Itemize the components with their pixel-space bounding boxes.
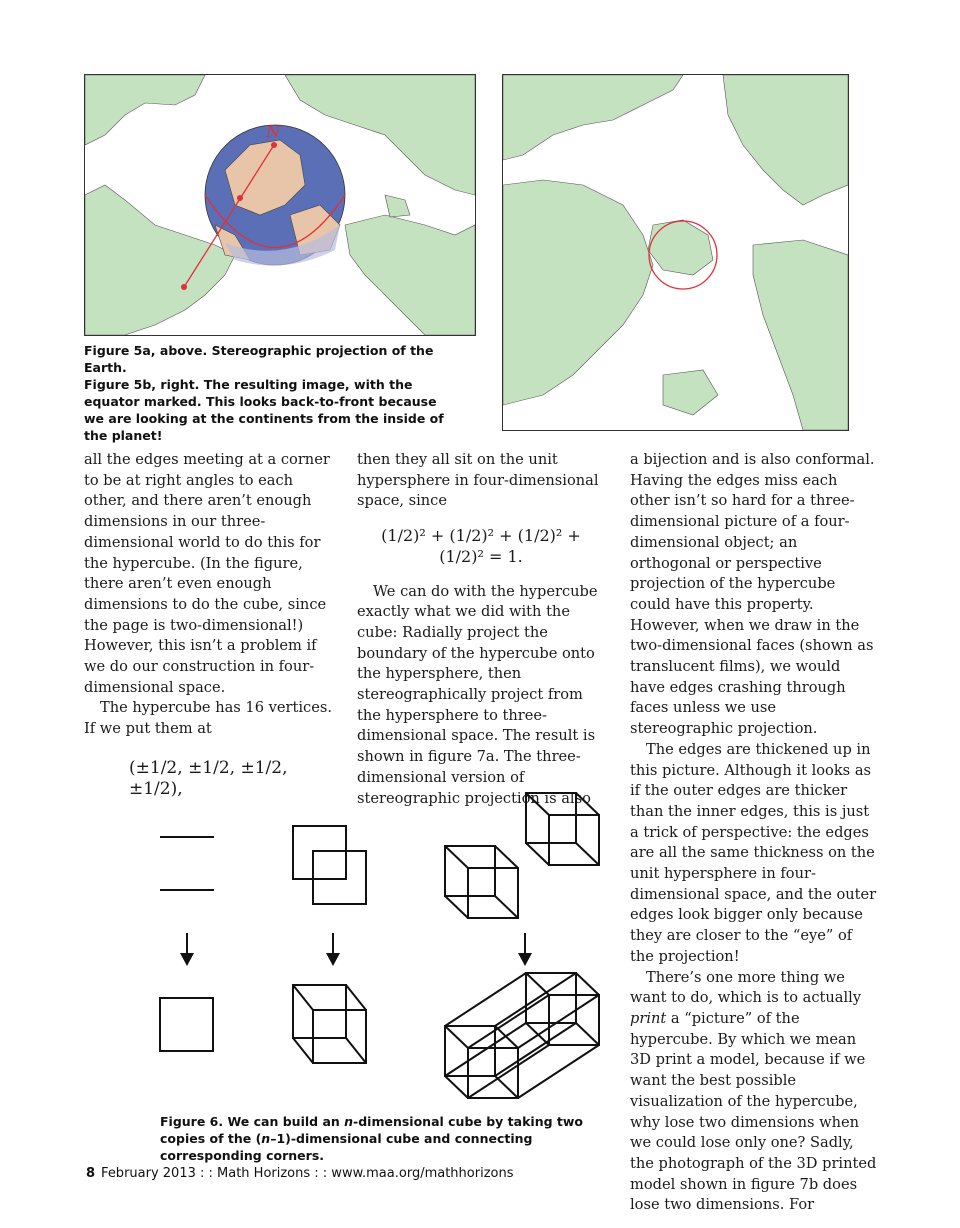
eq-term: (1/2)² [381,526,426,546]
vertex-term: ±1/2 [240,757,283,778]
figure-5a-caption: Figure 5a, above. Stereographic projection of the Earth. [84,343,434,375]
vertex-coordinates-equation: (±1/2, ±1/2, ±1/2, ±1/2), [129,757,288,799]
eq-term: (1/2)² [439,546,484,566]
text-column-2 [357,450,605,809]
paragraph-text: There’s one more thing we want to do, which is to actually [630,968,862,1007]
caption-variable: n [344,1114,354,1129]
figure-5b-caption: Figure 5b, right. The resulting image, with the equator marked. This looks back-to-front because we are looking at the continents from the inside of the planet! [84,377,444,443]
vertex-term: ±1/2 [188,757,230,778]
caption-variable: n [261,1131,271,1146]
eq-plus: + [499,526,513,546]
text-column-1 [84,450,332,799]
emphasis-text: print [630,1009,667,1027]
paragraph: The hypercube has 16 vertices. If we put them at [84,699,332,738]
figure-5b [502,74,849,431]
figure-5a [84,74,476,336]
paragraph-text: a “picture” of the hypercube. By which we mean 3D print a model, because if we want the best possible visualization of the hypercube, why lose two dimensions when we could lose only one? Sadly, the photograph of the 3D printed model shown in figure 7b does lose two dimensions. For [630,1009,877,1214]
projected-earth-map [503,75,848,430]
hypersphere-equation [357,526,605,567]
footer-text: February 2013 : : Math Horizons : : www.maa.org/mathhorizons [101,1166,514,1181]
eq-plus: + [430,526,445,546]
caption-text: Figure 6. We can build an [160,1114,345,1129]
caption-text: -dimensional cube by taking two copies of the ( [160,1114,584,1146]
paragraph: all the edges meeting at a corner to be at right angles to each other, and there aren’t enough dimensions in our three-dimensional world to do this for the hypercube. (In the figure, there aren’t even enough dimensions to do the cube, since the page is two-dimensional!) However, this isn’t a problem if we do our construction in four-dimensional space. [84,451,330,696]
figure-6-caption [160,1113,608,1164]
eq-rhs: = 1. [488,546,523,566]
page-footer [86,1166,513,1181]
eq-plus: + [567,526,581,546]
paragraph: a bijection and is also conformal. Having the edges miss each other isn’t so hard for a three-dimensional picture of a four-dimensional object; an orthogonal or perspective projection of the hypercube could have this property. However, when we draw in the two-dimensional faces (shown as translucent films), we would have edges crashing through faces unless we use stereographic projection. [630,451,875,738]
vertex-term: ±1/2 [129,778,171,799]
text-column-3 [630,450,878,1216]
paragraph [630,968,878,1216]
paragraph: then they all sit on the unit hypersphere in four-dimensional space, since [357,451,599,510]
cube-construction-diagram [150,788,610,1108]
eq-term: (1/2)² [449,526,495,546]
paragraph: The edges are thickened up in this picture. Although it looks as if the outer edges are thicker than the inner edges, this is just a trick of perspective: the edges are all the same thickness on the unit hypersphere in four-dimensional space, and the outer edges look bigger only because they are closer to the “eye” of the projection! [630,740,877,965]
stereographic-projection-illustration [85,75,475,335]
vertex-close: ), [170,778,183,799]
caption-text: –1)-dimensional cube and connecting corresponding corners. [160,1131,533,1163]
paragraph: We can do with the hypercube exactly what we did with the cube: Radially project the boundary of the hypercube onto the hypersphere, then stereographically project from the hypersphere to three-dimensional space. The result is shown in figure 7a. The three-dimensional version of stereographic projection is also [357,582,598,807]
figure-6 [150,788,610,1108]
north-pole-label: N [266,122,280,141]
page-number: 8 [86,1166,96,1181]
vertex-term: ±1/2 [135,757,178,778]
eq-term: (1/2)² [517,526,563,546]
